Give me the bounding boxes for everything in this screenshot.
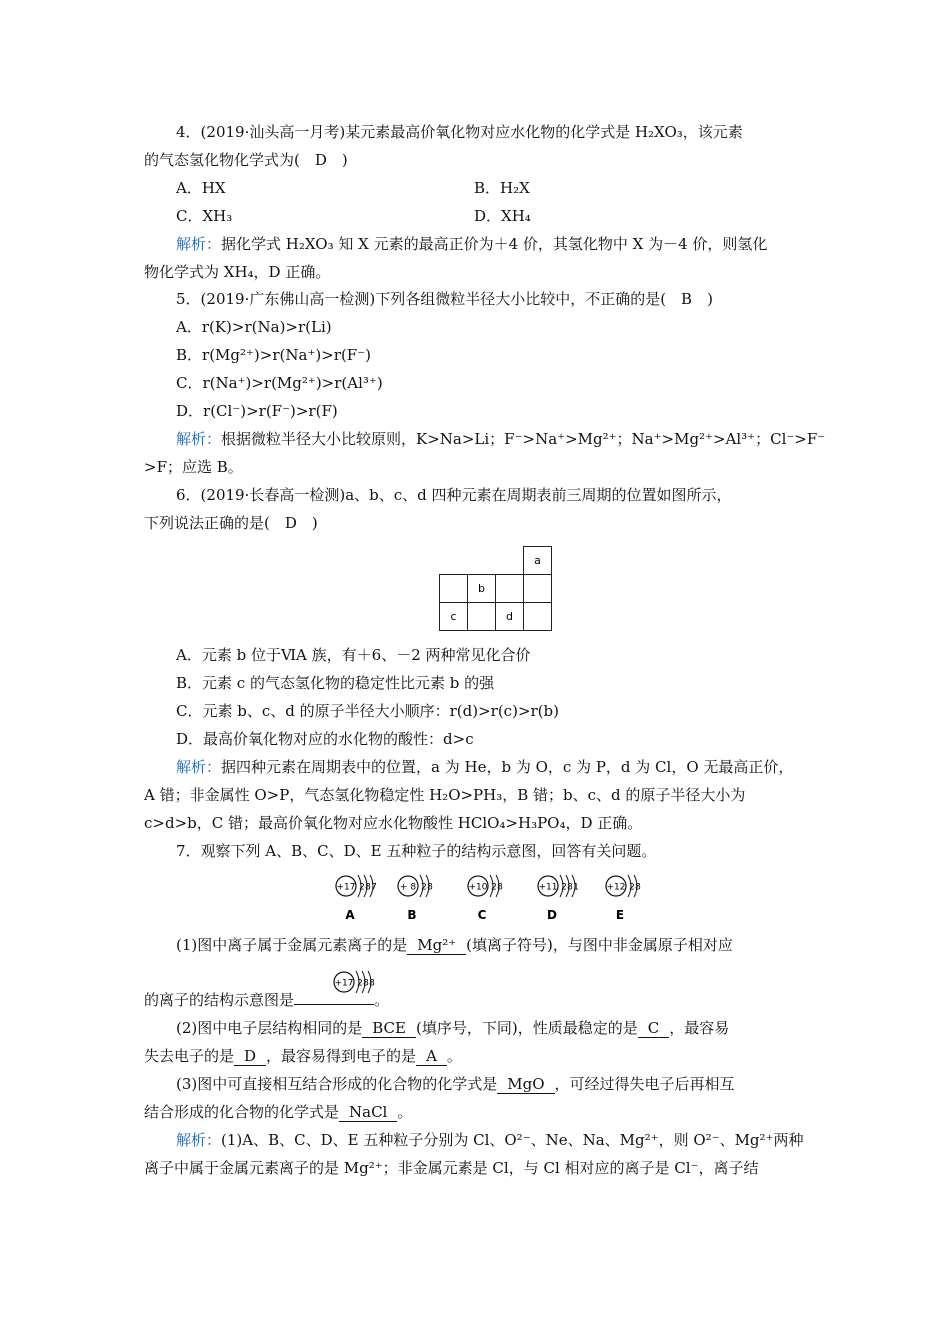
shell-electron-count: 8	[567, 882, 573, 893]
shell-electron-count: 2	[357, 978, 363, 989]
atom-diagram	[468, 875, 503, 922]
answer-blank: A	[416, 1048, 447, 1066]
cell-b: b	[478, 582, 485, 595]
atom-label: C	[477, 908, 487, 922]
q6-explanation-line3: c>d>b，C 错；最高价氧化物对应水化物酸性 HClO₄>H₃PO₄，D 正确。	[144, 814, 643, 832]
text: (填离子符号)，与图中非金属原子相对应	[466, 936, 733, 954]
atom-diagram	[334, 971, 375, 993]
atomic-structure-diagrams	[320, 872, 660, 926]
shell-electron-count: 1	[573, 882, 579, 893]
q4-stem-line1: 4．(2019·汕头高一月考)某元素最高价氧化物对应水化物的化学式是 H₂XO₃，该元素	[176, 123, 743, 141]
shell-electron-count: 2	[629, 882, 635, 893]
q5-explanation-line1	[176, 429, 825, 449]
text: ，最容易	[669, 1019, 730, 1037]
explanation-text: 据化学式 H₂XO₃ 知 X 元素的最高正价为＋4 价，其氢化物中 X 为－4 价，则氢化	[221, 235, 768, 253]
atom-label: B	[407, 908, 417, 922]
atom-diagram	[336, 875, 377, 922]
nucleus-charge: +11	[538, 882, 558, 893]
text: 的离子的结构示意图是	[144, 991, 295, 1009]
q5-option-c: C．r(Na⁺)>r(Mg²⁺)>r(Al³⁺)	[176, 374, 383, 392]
q4-explanation-line2: 物化学式为 XH₄，D 正确。	[144, 263, 331, 281]
text: 。	[374, 991, 390, 1009]
answer-blank: BCE	[362, 1020, 416, 1038]
answer-blank: MgO	[497, 1076, 554, 1094]
shell-electron-count: 8	[427, 882, 433, 893]
q7-stem-line1: 7．观察下列 A、B、C、D、E 五种粒子的结构示意图，回答有关问题。	[176, 842, 657, 860]
nucleus-charge: +10	[468, 882, 488, 893]
q6-explanation-line2: A 错；非金属性 O>P，气态氢化物稳定性 H₂O>PH₃，B 错；b、c、d 的原子半径大小为	[144, 786, 746, 804]
q7-explanation-line2: 离子中属于金属元素离子的是 Mg²⁺；非金属元素是 Cl，与 Cl 相对应的离子是 Cl⁻，离子结	[144, 1159, 759, 1177]
explanation-text: (1)A、B、C、D、E 五种粒子分别为 Cl、O²⁻、Ne、Na、Mg²⁺，则 O²⁻、Mg²⁺两种	[221, 1131, 804, 1149]
q7-part2-line1	[176, 1018, 729, 1038]
explanation-text: 据四种元素在周期表中的位置，a 为 He，b 为 O，c 为 P，d 为 Cl，O 无最高正价，	[221, 758, 794, 776]
shell-electron-count: 8	[369, 978, 375, 989]
explanation-label: 解析：	[176, 235, 222, 253]
q6-explanation-line1	[176, 757, 793, 777]
atom-label: E	[615, 908, 625, 922]
answer-blank: NaCl	[339, 1104, 397, 1122]
q4-option-d: D．XH₄	[474, 207, 531, 225]
q6-option-b: B．元素 c 的气态氢化物的稳定性比元素 b 的强	[176, 674, 495, 692]
q7-part2-line2	[144, 1046, 462, 1066]
q6-option-d: D．最高价氧化物对应的水化物的酸性：d>c	[176, 730, 474, 748]
q5-explanation-line2: >F；应选 B。	[144, 458, 243, 476]
nucleus-charge: +17	[336, 882, 356, 893]
q6-stem-line2: 下列说法正确的是( D )	[144, 514, 318, 532]
text: 。	[397, 1103, 413, 1121]
text: ，最容易得到电子的是	[266, 1047, 417, 1065]
chloride-ion-structure-diagram	[328, 964, 390, 998]
answer-blank: D	[234, 1048, 266, 1066]
nucleus-charge: + 8	[399, 882, 417, 893]
explanation-label: 解析：	[176, 430, 222, 448]
q4-option-b: B．H₂X	[474, 179, 530, 197]
q4-option-c: C．XH₃	[176, 207, 233, 225]
cell-c: c	[450, 610, 457, 623]
q7-part3-line2	[144, 1102, 412, 1122]
shell-electron-count: 2	[421, 882, 427, 893]
shell-electron-count: 7	[371, 882, 377, 893]
text: 结合形成的化合物的化学式是	[144, 1103, 340, 1121]
nucleus-charge: +12	[606, 882, 626, 893]
answer-blank: Mg²⁺	[407, 937, 466, 955]
cell-a: a	[534, 554, 541, 567]
explanation-label: 解析：	[176, 1131, 222, 1149]
shell-electron-count: 2	[359, 882, 365, 893]
q7-part1-line1	[176, 935, 733, 955]
q5-option-b: B．r(Mg²⁺)>r(Na⁺)>r(F⁻)	[176, 346, 371, 364]
explanation-text: 根据微粒半径大小比较原则，K>Na>Li；F⁻>Na⁺>Mg²⁺；Na⁺>Mg²⁺>Al³⁺；Cl⁻>F⁻	[221, 430, 826, 448]
text: (3)图中可直接相互结合形成的化合物的化学式是	[176, 1075, 498, 1093]
shell-electron-count: 2	[491, 882, 497, 893]
q6-stem-line1: 6．(2019·长春高一检测)a、b、c、d 四种元素在周期表前三周期的位置如图所示，	[176, 486, 732, 504]
text: 失去电子的是	[144, 1047, 235, 1065]
text: 。	[446, 1047, 462, 1065]
atom-diagram	[538, 875, 579, 922]
atom-label: A	[345, 908, 355, 922]
q4-explanation-line1	[176, 234, 767, 254]
shell-electron-count: 8	[635, 882, 641, 893]
q4-option-a: A．HX	[176, 179, 226, 197]
atom-label: D	[547, 908, 557, 922]
text: (填序号，下同)，性质最稳定的是	[415, 1019, 638, 1037]
q4-stem-line2: 的气态氢化物化学式为( D )	[144, 151, 348, 169]
shell-electron-count: 8	[365, 882, 371, 893]
q5-option-a: A．r(K)>r(Na)>r(Li)	[176, 318, 332, 336]
text: (1)图中离子属于金属元素离子的是	[176, 936, 408, 954]
cell-d: d	[506, 610, 513, 623]
q6-option-c: C．元素 b、c、d 的原子半径大小顺序：r(d)>r(c)>r(b)	[176, 702, 559, 720]
atom-diagram	[606, 875, 641, 922]
q6-option-a: A．元素 b 位于ⅥA 族，有＋6、－2 两种常见化合价	[176, 646, 531, 664]
shell-electron-count: 8	[363, 978, 369, 989]
answer-blank	[294, 1004, 374, 1005]
q5-option-d: D．r(Cl⁻)>r(F⁻)>r(F)	[176, 402, 338, 420]
answer-blank: C	[638, 1020, 669, 1038]
explanation-label: 解析：	[176, 758, 222, 776]
shell-electron-count: 8	[497, 882, 503, 893]
q5-stem-line1: 5．(2019·广东佛山高一检测)下列各组微粒半径大小比较中，不正确的是( B )	[176, 290, 713, 308]
atom-diagram	[398, 875, 433, 922]
text: (2)图中电子层结构相同的是	[176, 1019, 363, 1037]
periodic-table-fragment	[430, 540, 560, 636]
q7-part3-line1	[176, 1074, 735, 1094]
q7-explanation-line1	[176, 1130, 803, 1150]
shell-electron-count: 2	[561, 882, 567, 893]
nucleus-charge: +17	[334, 978, 354, 989]
text: ，可经过得失电子后再相互	[554, 1075, 735, 1093]
